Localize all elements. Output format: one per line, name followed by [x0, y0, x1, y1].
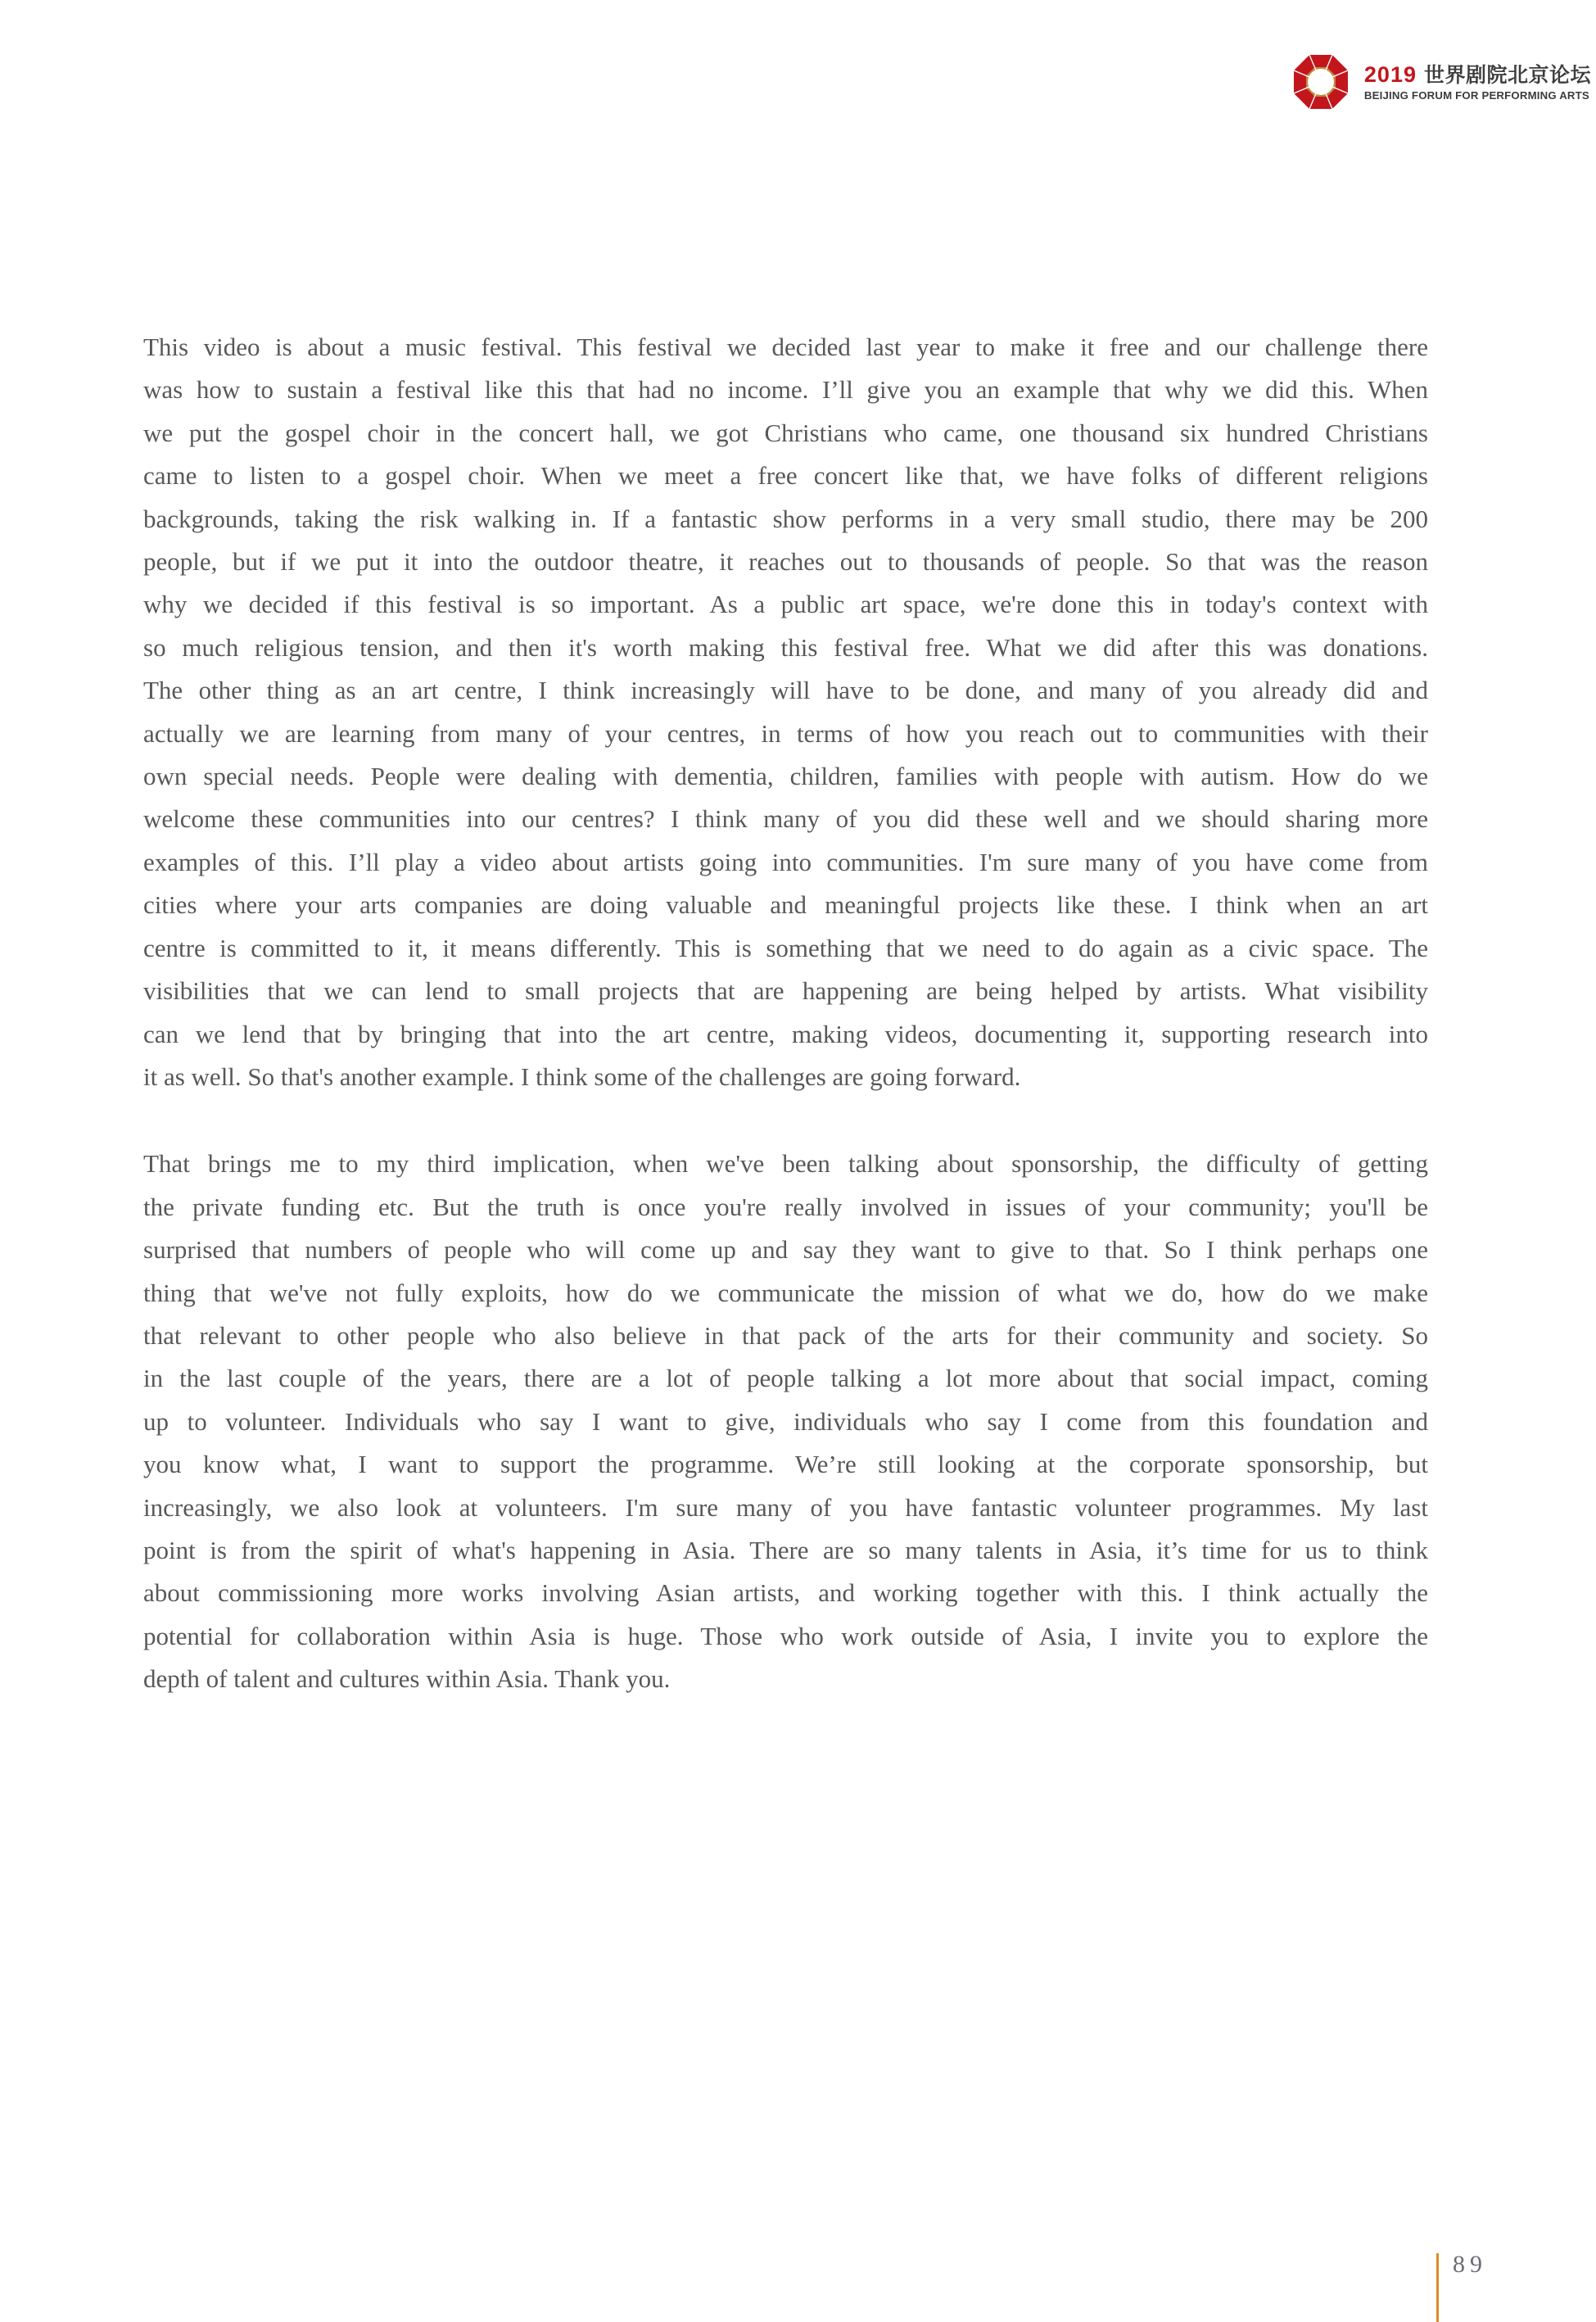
text-line: we put the gospel choir in the concert hall, we got Christians who came, one thousand six hundred Christians: [143, 418, 1428, 447]
text-line: visibilities that we can lend to small projects that are happening are being helped by artists. What visibility: [143, 976, 1428, 1006]
page-number-rule: [1436, 2253, 1439, 2322]
text-line: about commissioning more works involving Asian artists, and working together with this. I think actually the: [143, 1578, 1428, 1608]
text-line: That brings me to my third implication, when we've been talking about sponsorship, the difficulty of getting: [143, 1149, 1428, 1179]
text-line: thing that we've not fully exploits, how do we communicate the mission of what we do, how do we make: [143, 1278, 1428, 1307]
text-line: cities where your arts companies are doing valuable and meaningful projects like these. I think when an art: [143, 890, 1428, 920]
text-line: This video is about a music festival. This festival we decided last year to make it free and our challenge there: [143, 333, 1428, 361]
text-line: that relevant to other people who also believe in that pack of the arts for their community and society. So: [143, 1320, 1428, 1350]
paragraph: [143, 1143, 1428, 1700]
text-line: potential for collaboration within Asia is huge. Those who work outside of Asia, I invite you to explore the: [143, 1621, 1428, 1650]
forum-emblem-icon: [1293, 54, 1349, 110]
text-line: it as well. So that's another example. I think some of the challenges are going forward.: [143, 1061, 1021, 1091]
text-line: own special needs. People were dealing with dementia, children, families with people with autism. How do we: [143, 762, 1428, 791]
text-line: the private funding etc. But the truth is once you're really involved in issues of your community; you'll be: [143, 1192, 1428, 1221]
forum-year: 2019: [1363, 61, 1417, 87]
forum-title-line: [1364, 62, 1591, 88]
text-line: centre is committed to it, it means differently. This is something that we need to do again as a civic space. The: [143, 933, 1428, 962]
text-line: was how to sustain a festival like this that had no income. I’ll give you an example that why we did this. When: [143, 375, 1428, 405]
page-number: 89: [1453, 2251, 1487, 2278]
text-line: why we decided if this festival is so important. As a public art space, we're done this in today's context with: [143, 590, 1428, 619]
text-line: depth of talent and cultures within Asia. Thank you.: [143, 1664, 671, 1694]
text-line: so much religious tension, and then it's worth making this festival free. What we did after this was donations.: [143, 632, 1428, 662]
text-line: surprised that numbers of people who will come up and say they want to give to that. So I think perhaps one: [143, 1235, 1428, 1265]
text-line: examples of this. I’ll play a video about artists going into communities. I'm sure many of you have come from: [143, 847, 1428, 876]
body-text: [143, 326, 1428, 1701]
text-line: backgrounds, taking the risk walking in. If a fantastic show performs in a very small studio, there may be 200: [143, 504, 1428, 533]
text-line: The other thing as an art centre, I think increasingly will have to be done, and many of you already did and: [143, 676, 1428, 705]
text-line: can we lend that by bringing that into the art centre, making videos, documenting it, supporting research into: [143, 1019, 1428, 1048]
paragraph: [143, 326, 1428, 1098]
text-line: you know what, I want to support the programme. We’re still looking at the corporate sponsorship, but: [143, 1450, 1428, 1479]
forum-logo-text: [1364, 62, 1591, 102]
forum-title-zh: 世界剧院北京论坛: [1423, 63, 1591, 87]
text-line: increasingly, we also look at volunteers. I'm sure many of you have fantastic volunteer programmes. My last: [143, 1492, 1428, 1522]
text-line: actually we are learning from many of your centres, in terms of how you reach out to communities with their: [143, 718, 1428, 748]
forum-title-en: BEIJING FORUM FOR PERFORMING ARTS: [1363, 88, 1589, 102]
text-line: in the last couple of the years, there are a lot of people talking a lot more about that social impact, coming: [143, 1364, 1428, 1393]
text-line: people, but if we put it into the outdoor theatre, it reaches out to thousands of people. So that was the reason: [143, 547, 1428, 577]
forum-logo: [1293, 54, 1591, 110]
text-line: point is from the spirit of what's happening in Asia. There are so many talents in Asia, it’s time for us to think: [143, 1535, 1428, 1564]
text-line: came to listen to a gospel choir. When we meet a free concert like that, we have folks of different religions: [143, 461, 1428, 491]
text-line: up to volunteer. Individuals who say I want to give, individuals who say I come from this foundation and: [143, 1406, 1428, 1436]
text-line: welcome these communities into our centres? I think many of you did these well and we should sharing more: [143, 804, 1428, 834]
